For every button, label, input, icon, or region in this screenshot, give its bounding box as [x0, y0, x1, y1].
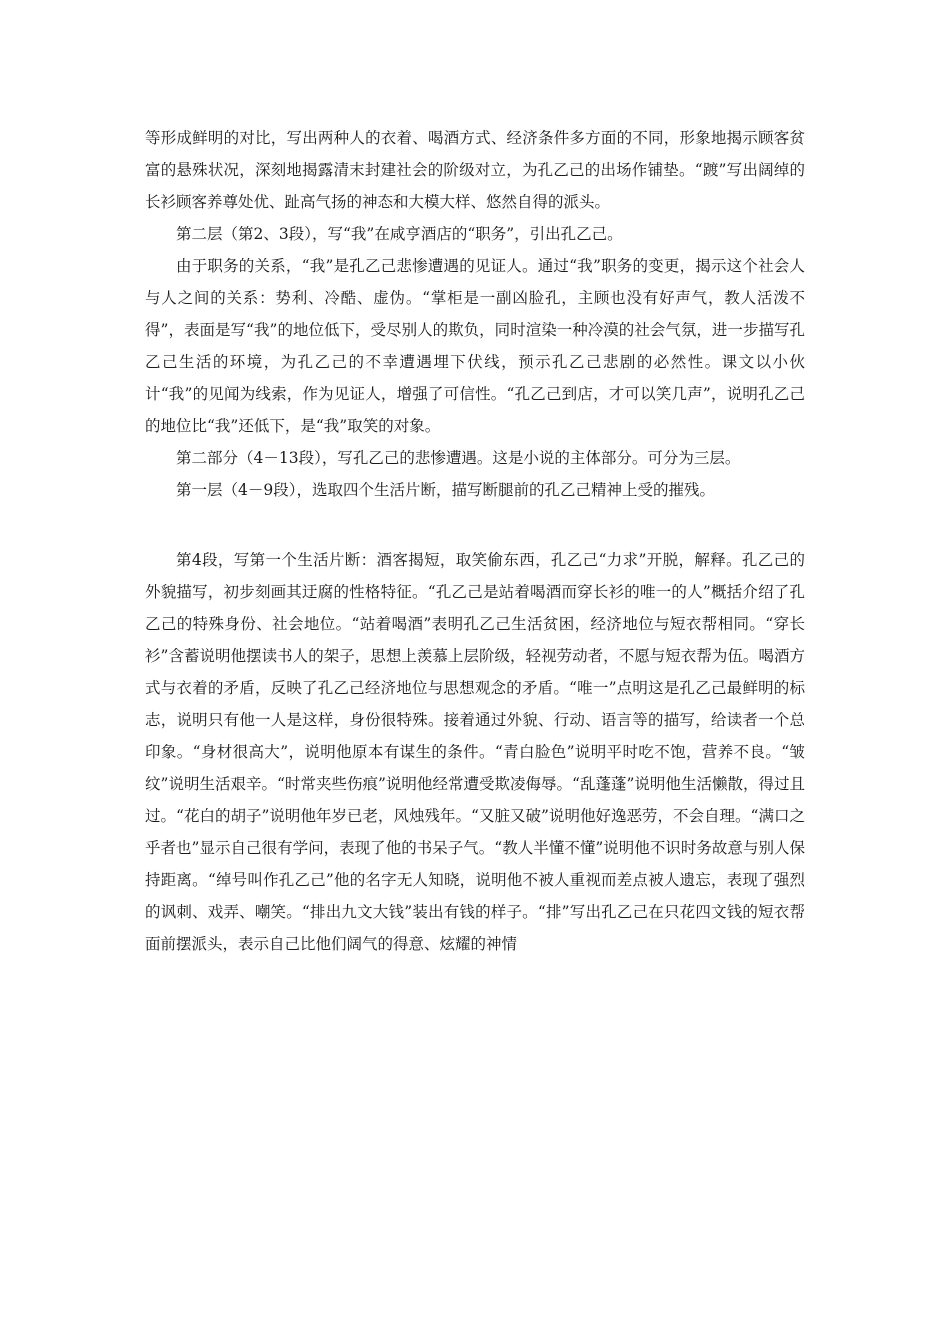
paragraph-section-layer-two: 第二层（第2、3段），写“我”在咸亨酒店的“职务”，引出孔乙己。: [176, 225, 623, 243]
paragraph-witness-analysis: 由于职务的关系，“我”是孔乙己悲惨遭遇的见证人。通过“我”职务的变更，揭示这个社会人与人之间的关系：势利、冷酷、虚伪。“掌柜是一副凶脸孔，主顾也没有好声气，教人活泼不得”，表面是写“我”的地位低下，受尽别人的欺负，同时渲染一种冷漠的社会气氛，进一步描写孔乙己生活的环境，为孔乙己的不幸遭遇埋下伏线，预示孔乙己悲剧的必然性。课文以小伙计“我”的见闻为线索，作为见证人，增强了可信性。“孔乙己到店，才可以笑几声”，说明孔乙己的地位比“我”还低下，是“我”取笑的对象。: [145, 257, 805, 435]
paragraph-fourth-section-analysis: 第4段，写第一个生活片断：酒客揭短，取笑偷东西，孔乙己“力求”开脱，解释。孔乙己的外貌描写，初步刻画其迂腐的性格特征。“孔乙己是站着喝酒而穿长衫的唯一的人”概括介绍了孔乙己的特殊身份、社会地位。“站着喝酒”表明孔乙己生活贫困，经济地位与短衣帮相同。“穿长衫”含蓄说明他摆读书人的架子，思想上羡慕上层阶级，轻视劳动者，不愿与短衣帮为伍。喝酒方式与衣着的矛盾，反映了孔乙己经济地位与思想观念的矛盾。“唯一”点明这是孔乙己最鲜明的标志，说明只有他一人是这样，身份很特殊。接着通过外貌、行动、语言等的描写，给读者一个总印象。“身材很高大”，说明他原本有谋生的条件。“青白脸色”说明平时吃不饱，营养不良。“皱纹”说明生活艰辛。“时常夹些伤痕”说明他经常遭受欺凌侮辱。“乱蓬蓬”说明他生活懒散，得过且过。“花白的胡子”说明他年岁已老，风烛残年。“又脏又破”说明他好逸恶劳，不会自理。“满口之乎者也”显示自己很有学问，表现了他的书呆子气。“教人半懂不懂”说明他不识时务故意与别人保持距离。“绰号叫作孔乙己”他的名字无人知晓，说明他不被人重视而差点被人遗忘，表现了强烈的讽刺、戏弄、嘲笑。“排出九文大钱”装出有钱的样子。“排”写出孔乙己在只花四文钱的短衣帮面前摆派头，表示自己比他们阔气的得意、炫耀的神情: [145, 551, 805, 953]
paragraph-gap: [145, 506, 805, 544]
paragraph-layer-one-heading: 第一层（4－9段），选取四个生活片断，描写断腿前的孔乙己精神上受的摧残。: [176, 481, 715, 499]
paragraph-part-two-heading: 第二部分（4－13段），写孔乙己的悲惨遭遇。这是小说的主体部分。可分为三层。: [176, 449, 741, 467]
document-body: [145, 122, 805, 960]
paragraph-continuation: 等形成鲜明的对比，写出两种人的衣着、喝酒方式、经济条件多方面的不同，形象地揭示顾客贫富的悬殊状况，深刻地揭露清末封建社会的阶级对立，为孔乙己的出场作铺垫。“踱”写出阔绰的长衫顾客养尊处优、趾高气扬的神态和大模大样、悠然自得的派头。: [145, 129, 805, 211]
